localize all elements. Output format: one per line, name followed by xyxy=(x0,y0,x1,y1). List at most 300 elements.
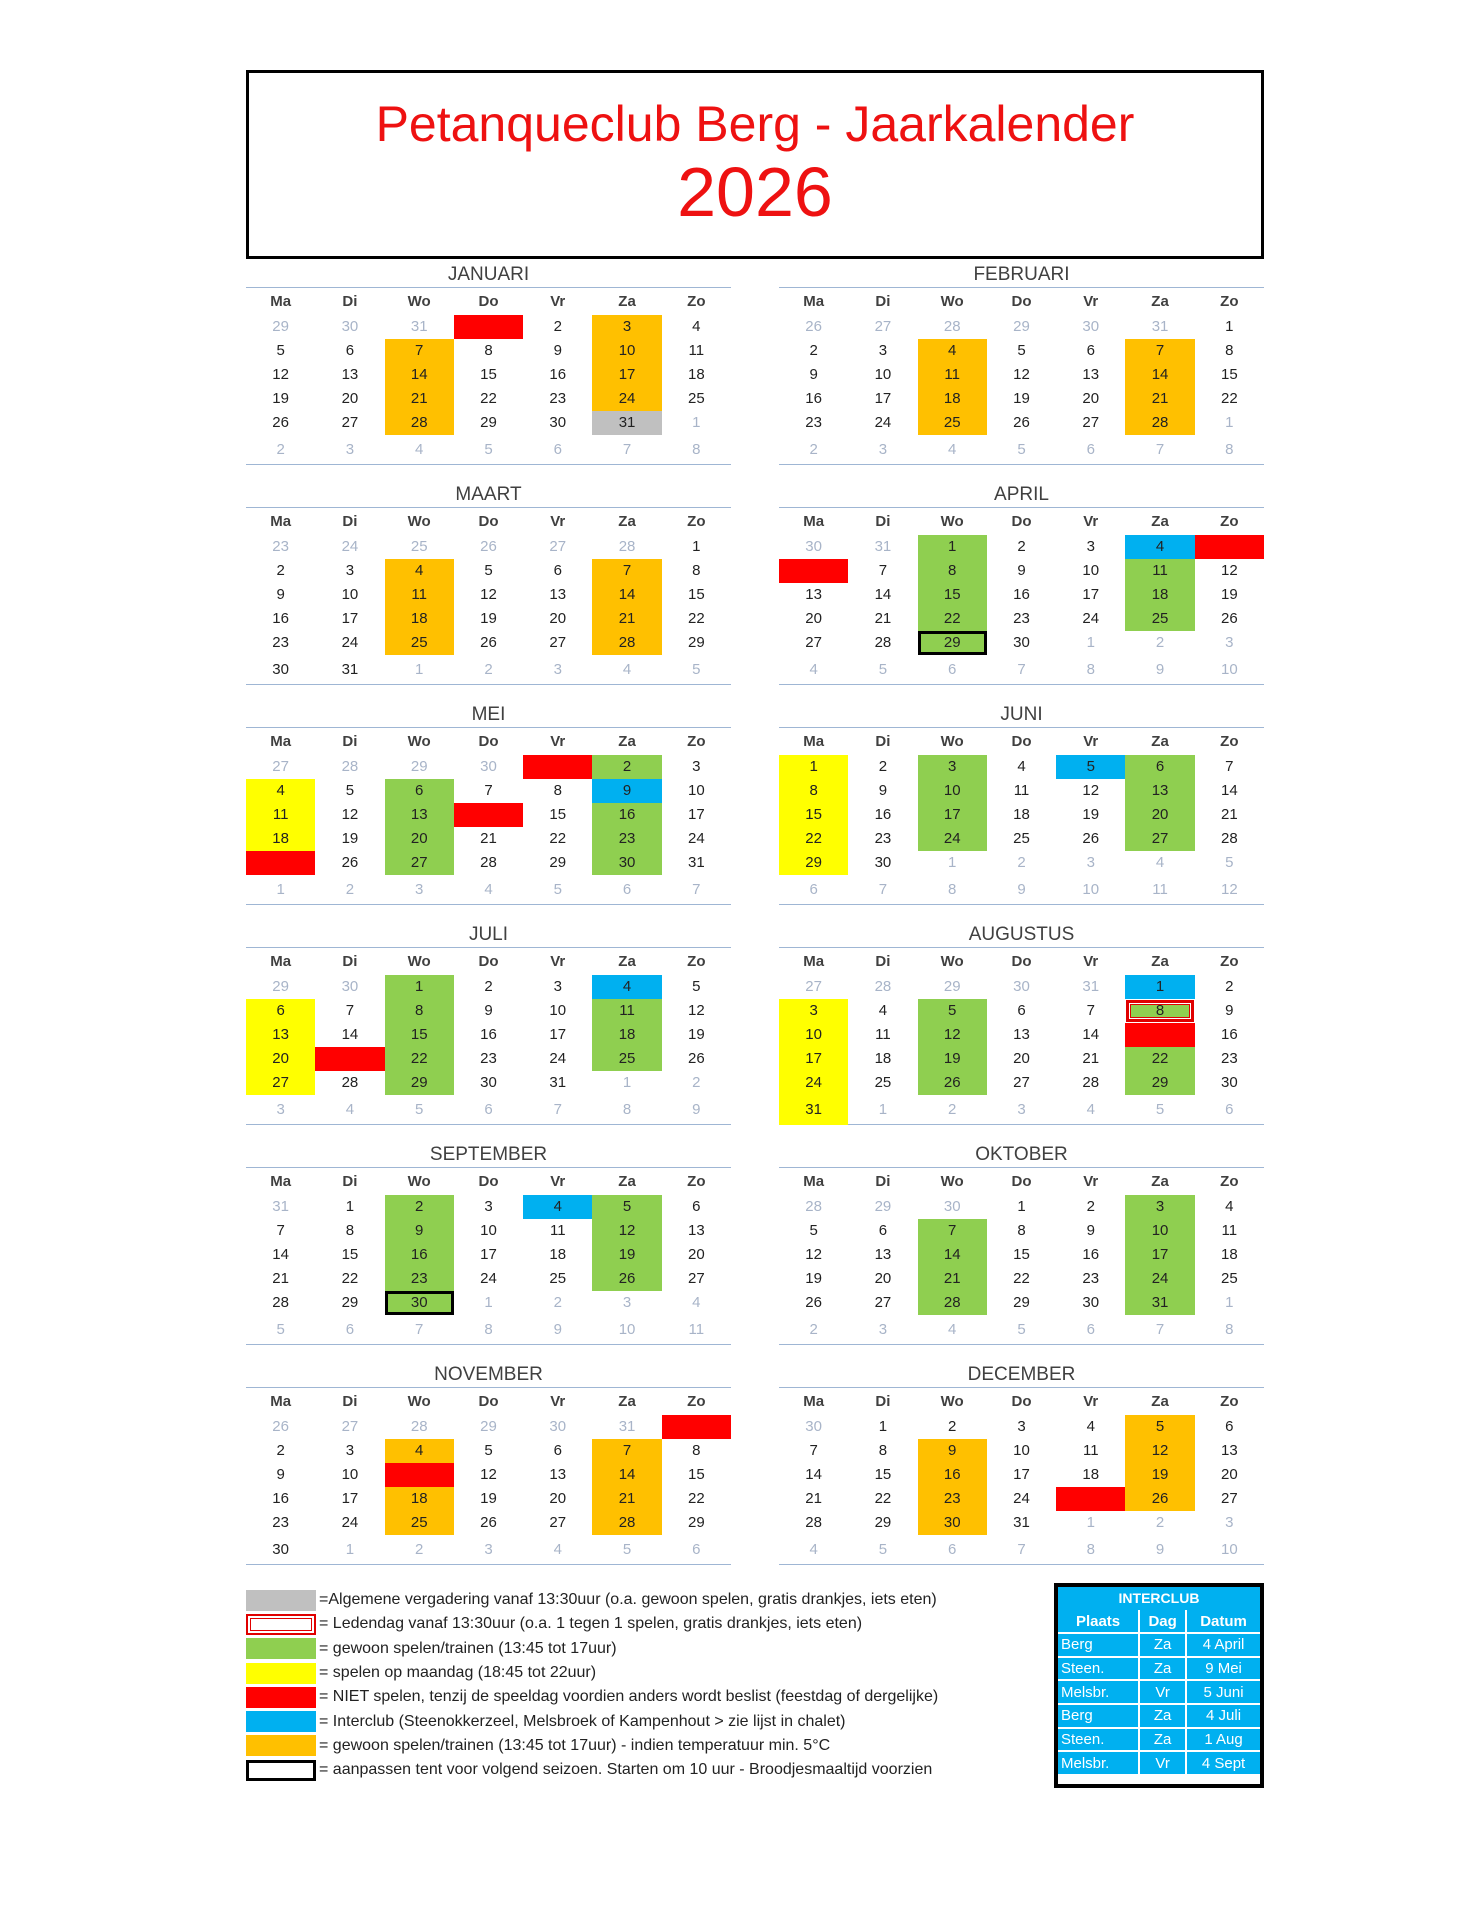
day-cell: 17 xyxy=(1082,586,1100,603)
legend-text: = Interclub (Steenokkerzeel, Melsbroek of Kampenhout > zie lijst in chalet) xyxy=(319,1712,846,1730)
day-cell: 12 xyxy=(1220,881,1238,898)
day-cell: 4 xyxy=(948,441,957,458)
week-row xyxy=(246,435,731,465)
day-cell: 5 xyxy=(345,782,355,799)
day-cell: 2 xyxy=(385,1195,454,1219)
week-row xyxy=(779,1415,1264,1439)
interclub-title: INTERCLUB xyxy=(1058,1587,1260,1610)
weekday-header xyxy=(246,1168,731,1195)
weekday-label: Zo xyxy=(687,953,706,970)
legend-item xyxy=(246,1612,1046,1636)
day-cell: 27 xyxy=(874,318,892,335)
day-cell: 23 xyxy=(272,634,289,651)
day-cell: 8 xyxy=(1225,342,1234,359)
day-cell: 6 xyxy=(692,1541,701,1558)
legend-swatch xyxy=(246,1735,316,1756)
day-cell: 18 xyxy=(385,607,454,631)
day-cell: 3 xyxy=(1086,854,1095,871)
day-cell: 1 xyxy=(1017,1198,1026,1215)
day-cell: 3 xyxy=(1125,1195,1194,1219)
weekday-label: Zo xyxy=(1220,1173,1239,1190)
legend-swatch xyxy=(246,1638,316,1659)
month-juli xyxy=(246,922,731,1136)
week-row xyxy=(779,827,1264,851)
day-cell: 14 xyxy=(874,586,892,603)
day-cell: 3 xyxy=(692,758,701,775)
day-cell: 8 xyxy=(385,999,454,1023)
interclub-cell: Berg xyxy=(1058,1704,1139,1728)
day-cell: 28 xyxy=(341,1074,359,1091)
day-cell: 7 xyxy=(553,1101,562,1118)
week-row xyxy=(779,875,1264,905)
week-row xyxy=(779,779,1264,803)
weekday-label: Zo xyxy=(1220,733,1239,750)
day-cell: 4 xyxy=(385,1439,454,1463)
day-cell: 19 xyxy=(480,610,497,627)
day-cell: 18 xyxy=(246,827,315,851)
weekday-label: Ma xyxy=(270,1393,292,1410)
weekday-label: Ma xyxy=(803,513,825,530)
week-row xyxy=(246,535,731,559)
day-cell: 2 xyxy=(948,1101,957,1118)
day-cell: 22 xyxy=(779,827,848,851)
day-cell: 3 xyxy=(1017,1101,1026,1118)
day-cell: 21 xyxy=(805,1490,822,1507)
day-cell: 30 xyxy=(805,538,822,555)
weekday-label: Di xyxy=(875,293,891,310)
day-cell: 14 xyxy=(592,583,661,607)
day-cell: 7 xyxy=(592,1439,661,1463)
day-cell: 25 xyxy=(918,411,987,435)
day-cell: 1 xyxy=(1086,634,1095,651)
week-row xyxy=(246,851,731,875)
day-cell: 31 xyxy=(1082,978,1100,995)
day-cell: 26 xyxy=(918,1071,987,1095)
legend-item xyxy=(246,1637,1046,1661)
day-cell: 6 xyxy=(385,779,454,803)
day-cell: 2 xyxy=(484,978,493,995)
day-cell: 1 xyxy=(385,975,454,999)
day-cell: 31 xyxy=(1125,1291,1194,1315)
weekday-label: Wo xyxy=(407,1173,431,1190)
week-row xyxy=(246,607,731,631)
day-cell: 4 xyxy=(878,1002,888,1019)
week-row xyxy=(779,999,1264,1023)
day-cell: 2 xyxy=(948,1418,957,1435)
day-cell: 21 xyxy=(1082,1050,1100,1067)
weekday-label: Za xyxy=(618,1393,636,1410)
weekday-label: Ma xyxy=(803,293,825,310)
day-cell: 8 xyxy=(692,1442,701,1459)
day-cell: 26 xyxy=(687,1050,705,1067)
day-cell: 13 xyxy=(1220,1442,1238,1459)
day-cell: 13 xyxy=(246,1023,315,1047)
weekday-label: Do xyxy=(1011,953,1032,970)
week-row xyxy=(246,1463,731,1487)
week-row xyxy=(246,755,731,779)
day-cell: 1 xyxy=(1225,414,1234,431)
day-cell: 14 xyxy=(1082,1026,1100,1043)
day-cell: 24 xyxy=(341,634,359,651)
day-cell: 17 xyxy=(592,363,661,387)
day-cell: 29 xyxy=(272,318,289,335)
week-row xyxy=(246,1511,731,1535)
day-cell: 2 xyxy=(553,1294,562,1311)
day-cell: 24 xyxy=(1082,610,1100,627)
weekday-label: Wo xyxy=(940,293,964,310)
day-cell: 24 xyxy=(480,1270,497,1287)
day-cell: 24 xyxy=(687,830,705,847)
weekday-label: Di xyxy=(342,733,358,750)
day-cell: 6 xyxy=(779,559,848,583)
month-name: NOVEMBER xyxy=(246,1362,731,1388)
legend-item xyxy=(246,1661,1046,1685)
legend-text: =Algemene vergadering vanaf 13:30uur (o.a. gewoon spelen, gratis drankjes, iets eten) xyxy=(319,1591,937,1609)
day-cell: 26 xyxy=(480,538,497,555)
day-cell: 16 xyxy=(592,803,661,827)
legend-swatch xyxy=(246,1711,316,1732)
day-cell: 3 xyxy=(345,1442,355,1459)
title-box xyxy=(246,70,1264,259)
week-row xyxy=(246,827,731,851)
weekday-label: Di xyxy=(342,953,358,970)
weekday-header xyxy=(246,728,731,755)
day-cell: 25 xyxy=(385,1511,454,1535)
weekday-label: Do xyxy=(478,293,499,310)
day-cell: 20 xyxy=(1013,1050,1030,1067)
day-cell: 31 xyxy=(618,1418,636,1435)
day-cell: 9 xyxy=(484,1002,493,1019)
legend-text: = aanpassen tent voor volgend seizoen. Starten om 10 uur - Broodjesmaaltijd voorzien xyxy=(319,1761,933,1779)
day-cell: 31 xyxy=(592,411,661,435)
interclub-row xyxy=(1058,1633,1260,1657)
legend-item xyxy=(246,1709,1046,1733)
day-cell: 13 xyxy=(1125,779,1194,803)
day-cell: 7 xyxy=(592,559,661,583)
day-cell: 6 xyxy=(1125,755,1194,779)
day-cell: 17 xyxy=(918,803,987,827)
interclub-row xyxy=(1058,1751,1260,1775)
day-cell: 13 xyxy=(874,1246,892,1263)
day-cell: 7 xyxy=(918,1219,987,1243)
weekday-label: Za xyxy=(618,513,636,530)
week-row xyxy=(779,1439,1264,1463)
day-cell: 20 xyxy=(805,610,822,627)
day-cell: 28 xyxy=(1082,1074,1100,1091)
day-cell: 22 xyxy=(1220,390,1238,407)
day-cell: 7 xyxy=(276,1222,285,1239)
day-cell: 17 xyxy=(687,806,705,823)
month-name: JUNI xyxy=(779,702,1264,728)
interclub-cell: Steen. xyxy=(1058,1728,1139,1752)
week-row xyxy=(779,363,1264,387)
weekday-label: Ma xyxy=(803,1173,825,1190)
day-cell: 27 xyxy=(874,1294,892,1311)
day-cell: 28 xyxy=(943,318,961,335)
day-cell: 23 xyxy=(272,538,289,555)
month-augustus xyxy=(779,922,1264,1136)
weekday-label: Do xyxy=(1011,1173,1032,1190)
day-cell: 31 xyxy=(874,538,892,555)
day-cell: 18 xyxy=(549,1246,567,1263)
day-cell: 28 xyxy=(1220,830,1238,847)
day-cell: 30 xyxy=(549,414,567,431)
legend-text: = Ledendag vanaf 13:30uur (o.a. 1 tegen 1 spelen, gratis drankjes, iets eten) xyxy=(319,1615,863,1633)
week-row xyxy=(779,1487,1264,1511)
day-cell: 14 xyxy=(272,1246,289,1263)
weekday-header xyxy=(779,508,1264,535)
day-cell: 1 xyxy=(779,755,848,779)
weekday-label: Do xyxy=(1011,513,1032,530)
day-cell: 27 xyxy=(549,538,567,555)
day-cell: 25 xyxy=(874,1074,892,1091)
weekday-label: Di xyxy=(342,1173,358,1190)
weekday-label: Wo xyxy=(407,953,431,970)
day-cell: 18 xyxy=(1082,1466,1100,1483)
weekday-header xyxy=(246,948,731,975)
weekday-label: Vr xyxy=(550,1393,566,1410)
weekday-label: Vr xyxy=(1083,513,1099,530)
day-cell: 16 xyxy=(918,1463,987,1487)
day-cell: 27 xyxy=(687,1270,705,1287)
day-cell: 5 xyxy=(1125,1415,1194,1439)
day-cell: 21 xyxy=(480,830,497,847)
week-row xyxy=(246,315,731,339)
day-cell: 5 xyxy=(484,1442,493,1459)
day-cell: 3 xyxy=(878,1321,888,1338)
day-cell: 12 xyxy=(1082,782,1100,799)
day-cell: 9 xyxy=(1155,1541,1165,1558)
day-cell: 23 xyxy=(874,830,892,847)
legend-swatch xyxy=(246,1760,316,1781)
day-cell: 11 xyxy=(918,363,987,387)
day-cell: 1 xyxy=(454,315,523,339)
day-cell: 4 xyxy=(553,1541,562,1558)
day-cell: 10 xyxy=(779,1023,848,1047)
day-cell: 28 xyxy=(480,854,497,871)
week-row xyxy=(246,1195,731,1219)
day-cell: 9 xyxy=(878,782,888,799)
day-cell: 26 xyxy=(1125,1487,1194,1511)
day-cell: 9 xyxy=(1086,1222,1095,1239)
day-cell: 14 xyxy=(1125,363,1194,387)
weekday-label: Ma xyxy=(270,513,292,530)
day-cell: 1 xyxy=(692,414,701,431)
day-cell: 27 xyxy=(805,978,822,995)
day-cell: 30 xyxy=(1082,1294,1100,1311)
week-row xyxy=(246,1219,731,1243)
day-cell: 20 xyxy=(1082,390,1100,407)
day-cell: 19 xyxy=(1082,806,1100,823)
legend-swatch xyxy=(246,1590,316,1611)
day-cell: 10 xyxy=(618,1321,636,1338)
day-cell: 29 xyxy=(480,1418,497,1435)
weekday-label: Vr xyxy=(1083,293,1099,310)
weekday-label: Zo xyxy=(687,733,706,750)
weekday-label: Zo xyxy=(1220,293,1239,310)
day-cell: 6 xyxy=(948,1541,957,1558)
day-cell: 27 xyxy=(549,634,567,651)
day-cell: 6 xyxy=(246,999,315,1023)
weekday-header xyxy=(246,288,731,315)
day-cell: 9 xyxy=(553,1321,562,1338)
week-row xyxy=(779,583,1264,607)
day-cell: 16 xyxy=(805,390,822,407)
interclub-header: Datum xyxy=(1186,1610,1260,1633)
day-cell: 4 xyxy=(1017,758,1026,775)
day-cell: 5 xyxy=(1017,441,1026,458)
day-cell: 17 xyxy=(1125,1243,1194,1267)
day-cell: 4 xyxy=(692,318,701,335)
day-cell: 15 xyxy=(874,1466,892,1483)
day-cell: 17 xyxy=(341,1490,359,1507)
week-row xyxy=(246,339,731,363)
weekday-label: Vr xyxy=(1083,733,1099,750)
day-cell: 18 xyxy=(1013,806,1030,823)
day-cell: 24 xyxy=(341,1514,359,1531)
interclub-header: Plaats xyxy=(1058,1610,1139,1633)
day-cell: 15 xyxy=(1220,366,1238,383)
day-cell: 1 xyxy=(948,854,957,871)
day-cell: 2 xyxy=(1155,634,1165,651)
weekday-label: Wo xyxy=(407,733,431,750)
day-cell: 4 xyxy=(692,1294,701,1311)
day-cell: 1 xyxy=(1225,318,1234,335)
day-cell: 4 xyxy=(345,1101,355,1118)
day-cell: 26 xyxy=(805,318,822,335)
day-cell: 30 xyxy=(805,1418,822,1435)
day-cell: 20 xyxy=(687,1246,705,1263)
day-cell: 13 xyxy=(385,803,454,827)
month-september xyxy=(246,1142,731,1356)
day-cell: 1 xyxy=(622,1074,632,1091)
day-cell: 17 xyxy=(1013,1466,1030,1483)
week-row xyxy=(246,1487,731,1511)
day-cell: 2 xyxy=(1017,538,1026,555)
day-cell: 19 xyxy=(1013,390,1030,407)
weekday-label: Zo xyxy=(1220,953,1239,970)
weekday-label: Ma xyxy=(270,953,292,970)
day-cell: 13 xyxy=(1013,1026,1030,1043)
day-cell: 4 xyxy=(415,441,424,458)
day-cell: 6 xyxy=(345,342,355,359)
day-cell: 14 xyxy=(454,803,523,827)
day-cell: 1 xyxy=(276,881,285,898)
week-row xyxy=(779,1023,1264,1047)
day-cell: 11 xyxy=(688,1321,705,1338)
page-year: 2026 xyxy=(677,153,833,231)
weekday-label: Wo xyxy=(407,513,431,530)
weekday-label: Ma xyxy=(270,733,292,750)
month-december xyxy=(779,1362,1264,1576)
day-cell: 10 xyxy=(1013,1442,1030,1459)
interclub-cell: Za xyxy=(1139,1657,1186,1681)
week-row xyxy=(779,1463,1264,1487)
week-row xyxy=(779,1219,1264,1243)
weekday-label: Vr xyxy=(550,513,566,530)
legend-swatch xyxy=(246,1687,316,1708)
day-cell: 22 xyxy=(687,1490,705,1507)
day-cell: 3 xyxy=(1086,538,1095,555)
day-cell: 16 xyxy=(272,610,289,627)
week-row xyxy=(779,1291,1264,1315)
month-juni xyxy=(779,702,1264,916)
legend-text: = spelen op maandag (18:45 tot 22uur) xyxy=(319,1664,597,1682)
week-row xyxy=(246,875,731,905)
day-cell: 30 xyxy=(549,1418,567,1435)
day-cell: 6 xyxy=(1225,1101,1234,1118)
day-cell: 3 xyxy=(918,755,987,779)
interclub-header: Dag xyxy=(1139,1610,1186,1633)
day-cell: 11 xyxy=(1221,1222,1238,1239)
day-cell: 5 xyxy=(415,1101,424,1118)
weekday-label: Ma xyxy=(803,733,825,750)
day-cell: 7 xyxy=(878,562,888,579)
day-cell: 16 xyxy=(385,1243,454,1267)
day-cell: 30 xyxy=(1013,978,1030,995)
day-cell: 21 xyxy=(918,1267,987,1291)
weekday-label: Wo xyxy=(940,513,964,530)
day-cell: 19 xyxy=(341,830,359,847)
day-cell: 16 xyxy=(1013,586,1030,603)
weekday-label: Di xyxy=(342,513,358,530)
month-oktober xyxy=(779,1142,1264,1356)
month-name: JANUARI xyxy=(246,262,731,288)
day-cell: 22 xyxy=(1013,1270,1030,1287)
day-cell: 28 xyxy=(618,538,636,555)
day-cell: 31 xyxy=(1013,1514,1030,1531)
weekday-label: Za xyxy=(618,733,636,750)
week-row xyxy=(779,631,1264,655)
day-cell: 16 xyxy=(549,366,567,383)
day-cell: 4 xyxy=(246,779,315,803)
weekday-label: Za xyxy=(1151,513,1169,530)
day-cell: 8 xyxy=(553,782,562,799)
weekday-label: Zo xyxy=(1220,1393,1239,1410)
day-cell: 5 xyxy=(553,881,562,898)
day-cell: 25 xyxy=(1056,1487,1125,1511)
day-cell: 28 xyxy=(592,631,661,655)
legend-swatch xyxy=(246,1614,316,1635)
day-cell: 27 xyxy=(341,1418,359,1435)
day-cell: 28 xyxy=(874,978,892,995)
day-cell: 24 xyxy=(549,1050,567,1067)
day-cell: 6 xyxy=(878,1222,888,1239)
day-cell: 26 xyxy=(1082,830,1100,847)
day-cell: 8 xyxy=(1017,1222,1026,1239)
day-cell: 2 xyxy=(1017,854,1026,871)
day-cell: 15 xyxy=(1125,1023,1194,1047)
day-cell: 23 xyxy=(592,827,661,851)
day-cell: 22 xyxy=(918,607,987,631)
day-cell: 19 xyxy=(1125,1463,1194,1487)
day-cell: 28 xyxy=(918,1291,987,1315)
weekday-label: Wo xyxy=(407,293,431,310)
day-cell: 8 xyxy=(692,441,701,458)
day-cell: 25 xyxy=(410,538,428,555)
day-cell: 22 xyxy=(341,1270,359,1287)
interclub-cell: 9 Mei xyxy=(1186,1657,1260,1681)
month-januari xyxy=(246,262,731,476)
day-cell: 31 xyxy=(410,318,428,335)
day-cell: 9 xyxy=(1225,1002,1234,1019)
day-cell: 30 xyxy=(1220,1074,1238,1091)
day-cell: 10 xyxy=(592,339,661,363)
day-cell: 5 xyxy=(276,342,285,359)
day-cell: 10 xyxy=(480,1222,497,1239)
day-cell: 24 xyxy=(592,387,661,411)
day-cell: 15 xyxy=(687,586,705,603)
